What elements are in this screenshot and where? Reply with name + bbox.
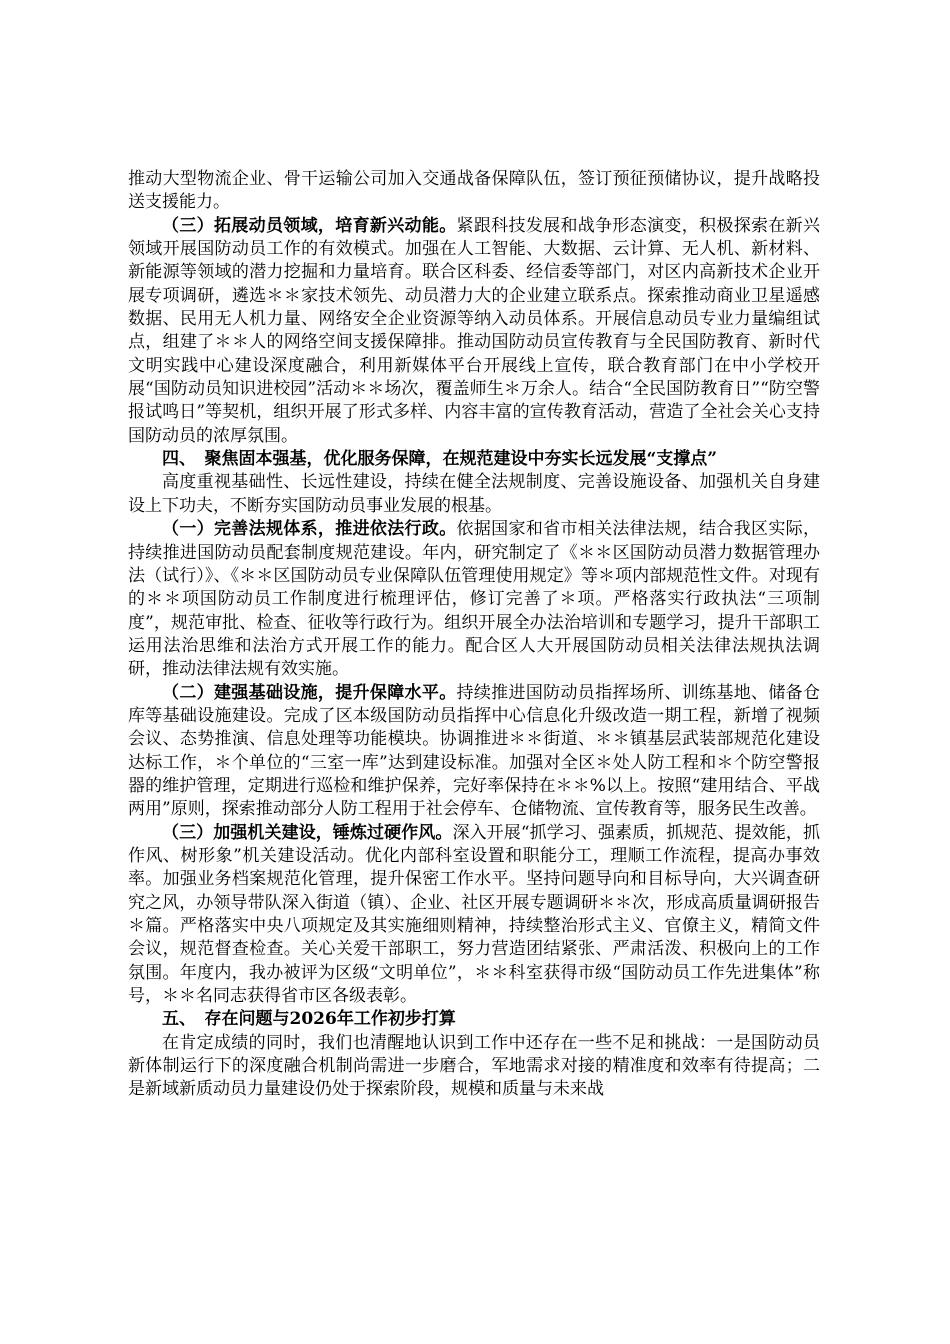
paragraph-body: 持续推进国防动员指挥场所、训练基地、储备仓库等基础设施建设。完成了区本级国防动员指挥中心信息化升级改造一期工程，新增了视频会议、态势推演、信息处理等功能模块。协调推进＊＊街道、＊＊镇基层武装部规范化建设达标工作，＊个单位的“三室一库”达到建设标准。加强对全区＊处人防工程和＊个防空警报器的维护管理，定期进行巡检和维护保养，完好率保持在＊＊%以上。按照“建用结合、平战两用”原则，探索推动部分人防工程用于社会停车、仓储物流、宣传教育等，服务民生改善。 bbox=[128, 682, 821, 820]
sub-heading: （二）建强基础设施，提升保障水平。 bbox=[162, 682, 457, 703]
paragraph-body: 依据国家和省市相关法律法规，结合我区实际，持续推进国防动员配套制度规范建设。年内，研究制定了《＊＊区国防动员潜力数据管理办法（试行）》、《＊＊区国防动员专业保障队伍管理使用规定》等＊项内部规范性文件。对现有的＊＊项国防动员工作制度进行梳理评估，修订完善了＊项。严格落实行政执法“三项制度”，规范审批、检查、征收等行政行为。组织开展全办法治培训和专题学习，提升干部职工运用法治思维和法治方式开展工作的能力。配合区人大开展国防动员相关法律法规执法调研，推动法律法规有效实施。 bbox=[128, 519, 821, 680]
section-heading-five: 五、 存在问题与2026年工作初步打算 bbox=[162, 1009, 456, 1030]
paragraph-continuation: 推动大型物流企业、骨干运输公司加入交通战备保障队伍，签订预征预储协议，提升战略投送支援能力。 bbox=[128, 169, 820, 213]
paragraph-section-four-intro: 高度重视基础性、长远性建设，持续在健全法规制度、完善设施设备、加强机关自身建设上下功夫，不断夯实国防动员事业发展的根基。 bbox=[128, 472, 820, 516]
document-page bbox=[128, 168, 820, 1102]
paragraph-body: 深入开展“抓学习、强素质，抓规范、提效能，抓作风、树形象”机关建设活动。优化内部科室设置和职能分工，理顺工作流程，提高办事效率。加强业务档案规范化管理，提升保密工作水平。坚持问题导向和目标导向，大兴调查研究之风，办领导带队深入街道（镇）、企业、社区开展专题调研＊＊次，形成高质量调研报告＊篇。严格落实中央八项规定及其实施细则精神，持续整治形式主义、官僚主义，精简文件会议，规范督查检查。关心关爱干部职工，努力营造团结紧张、严肃活泼、积极向上的工作氛围。年度内，我办被评为区级“文明单位”，＊＊科室获得市级“国防动员工作先进集体”称号，＊＊名同志获得省市区各级表彰。 bbox=[128, 822, 820, 1007]
section-heading-four: 四、 聚焦固本强基，优化服务保障，在规范建设中夯实长远发展“支撑点” bbox=[162, 449, 718, 470]
paragraph-problems: 在肯定成绩的同时，我们也清醒地认识到工作中还存在一些不足和挑战：一是国防动员新体制运行下的深度融合机制尚需进一步磨合，军地需求对接的精准度和效率有待提高；二是新域新质动员力量建设仍处于探索阶段，规模和质量与未来战 bbox=[128, 1032, 820, 1100]
paragraph-expand-mobilization-fields bbox=[128, 215, 820, 448]
paragraph-regulations bbox=[128, 518, 820, 681]
sub-heading: （一）完善法规体系，推进依法行政。 bbox=[162, 519, 457, 540]
paragraph-infrastructure bbox=[128, 682, 820, 822]
sub-heading: （三）加强机关建设，锤炼过硬作风。 bbox=[162, 822, 453, 843]
sub-heading: （三）拓展动员领域，培育新兴动能。 bbox=[162, 215, 457, 236]
paragraph-organization-building bbox=[128, 822, 820, 1009]
paragraph-body: 紧跟科技发展和战争形态演变，积极探索在新兴领域开展国防动员工作的有效模式。加强在人工智能、大数据、云计算、无人机、新材料、新能源等领域的潜力挖掘和力量培育。联合区科委、经信委等部门，对区内高新技术企业开展专项调研，遴选＊＊家技术领先、动员潜力大的企业建立联系点。探索推动商业卫星遥感数据、民用无人机力量、网络安全企业资源等纳入动员体系。开展信息动员专业力量编组试点，组建了＊＊人的网络空间支援保障排。推动国防动员宣传教育与全民国防教育、新时代文明实践中心建设深度融合，利用新媒体平台开展线上宣传，联合教育部门在中小学校开展“国防动员知识进校园”活动＊＊场次，覆盖师生＊万余人。结合“全民国防教育日”“防空警报试鸣日”等契机，组织开展了形式多样、内容丰富的宣传教育活动，营造了全社会关心支持国防动员的浓厚氛围。 bbox=[128, 215, 821, 446]
